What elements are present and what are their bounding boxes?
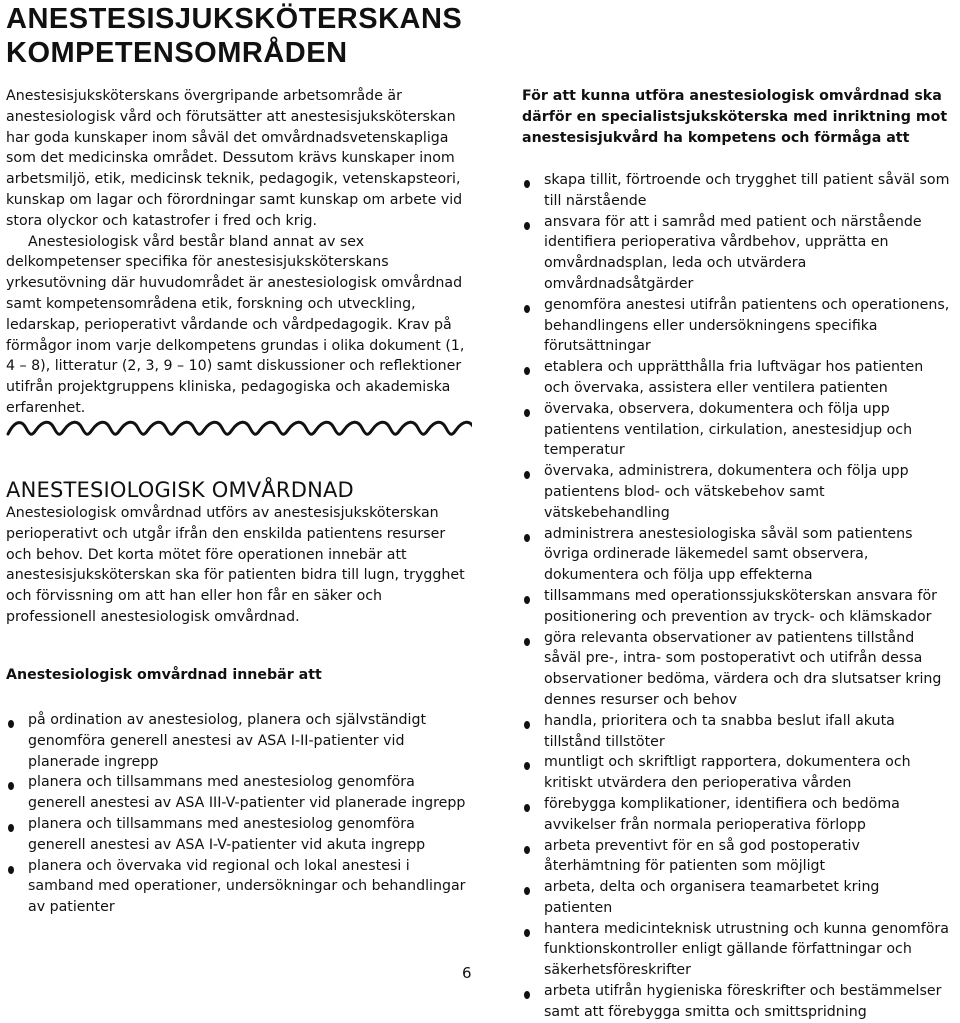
list-item: arbeta preventivt för en så god postoperativ återhämtning för patienten som möjligt (522, 836, 952, 878)
list-item: övervaka, observera, dokumentera och följa upp patientens ventilation, cirkulation, anestesidjup och temperatur (522, 399, 952, 461)
intro-paragraph-1: Anestesisjuksköterskans övergripande arbetsområde är anestesiologisk vård och förutsätter att anestesisjuksköterskan har goda kunskaper inom såväl det omvårdnadsvetenskapliga som det medicinska området. Dessutom krävs kunskaper inom arbetsmiljö, etik, medicinsk teknik, pedagogik, vetenskapsteori, kunskap om lagar och förordningar samt kunskap om arbete vid stora olyckor och katastrofer i fred och krig. (6, 88, 463, 229)
list-item: etablera och upprätthålla fria luftvägar hos patienten och övervaka, assistera eller ventilera patienten (522, 357, 952, 399)
intro-paragraph-2: Anestesiologisk vård består bland annat av sex delkompetenser specifika för anestesisjuksköterskans yrkesutövning där huvudområdet är anestesiologisk omvårdnad samt kompetensområdena etik, forskning och utveckling, ledarskap, perioperativt vårdande och vårdpedagogik. Krav på förmågor inom varje delkompetens grundas i olika dokument (1, 4 – 8), litteratur (2, 3, 9 – 10) samt diskussioner och reflektioner utifrån projektgruppens kliniska, pedagogiska och akademiska erfarenhet. (6, 233, 465, 416)
list-item: göra relevanta observationer av patientens tillstånd såväl pre-, intra- som postoperativt och utifrån dessa observationer bedöma, värdera och dra slutsatser kring dennes resurser och behov (522, 628, 952, 711)
right-bullet-list (522, 170, 952, 1023)
list-item: skapa tillit, förtroende och trygghet till patient såväl som till närstående (522, 170, 952, 212)
list-item: planera och tillsammans med anestesiolog genomföra generell anestesi av ASA III-V-patienter vid planerade ingrepp (6, 772, 472, 814)
page-number: 6 (462, 964, 472, 982)
page-title-line-2: KOMPETENSOMRÅDEN (6, 37, 348, 69)
list-item: planera och övervaka vid regional och lokal anestesi i samband med operationer, undersökningar och behandlingar av patienter (6, 856, 472, 918)
right-list-heading: För att kunna utföra anestesiologisk omvårdnad ska därför en specialistsjuksköterska med inriktning mot anestesisjukvård ha kompetens och förmåga att (522, 88, 948, 146)
list-item: tillsammans med operationssjuksköterskan ansvara för positionering och prevention av tryck- och klämskador (522, 586, 952, 628)
list-item: övervaka, administrera, dokumentera och följa upp patientens blod- och vätskebehov samt vätskebehandling (522, 461, 952, 523)
list-item: arbeta utifrån hygieniska föreskrifter och bestämmelser samt att förebygga smitta och smittspridning (522, 981, 952, 1023)
section-title: ANESTESIOLOGISK OMVÅRDNAD (6, 478, 354, 502)
page-title (6, 2, 462, 70)
left-bullet-list (6, 710, 472, 918)
section-body: Anestesiologisk omvårdnad utförs av anestesisjuksköterskan perioperativt och utgår ifrån den enskilda patientens resurser och behov. Det korta mötet före operationen innebär att anestesisjuksköterskan ska för patienten bidra till lugn, trygghet och förvissning om att han eller hon får en säker och professionell anestesiologisk omvårdnad. (6, 505, 465, 625)
list-item: förebygga komplikationer, identifiera och bedöma avvikelser från normala perioperativa förlopp (522, 794, 952, 836)
list-item: genomföra anestesi utifrån patientens och operationens, behandlingens eller undersökningens specifika förutsättningar (522, 295, 952, 357)
list-item: planera och tillsammans med anestesiolog genomföra generell anestesi av ASA I-V-patienter vid akuta ingrepp (6, 814, 472, 856)
list-item: hantera medicinteknisk utrustning och kunna genomföra funktionskontroller enligt gällande författningar och säkerhetsföreskrifter (522, 919, 952, 981)
list-item: administrera anestesiologiska såväl som patientens övriga ordinerade läkemedel samt observera, dokumentera och följa upp effekterna (522, 524, 952, 586)
left-list-heading: Anestesiologisk omvårdnad innebär att (6, 667, 322, 683)
list-item: arbeta, delta och organisera teamarbetet kring patienten (522, 877, 952, 919)
intro-text (6, 86, 472, 419)
wave-divider (6, 418, 472, 440)
list-item: ansvara för att i samråd med patient och närstående identifiera perioperativa vårdbehov, upprätta en omvårdnadsplan, leda och utvärdera omvårdnadsåtgärder (522, 212, 952, 295)
list-item: handla, prioritera och ta snabba beslut ifall akuta tillstånd tillstöter (522, 711, 952, 753)
page-title-line-1: ANESTESISJUKSKÖTERSKANS (6, 3, 463, 35)
list-item: muntligt och skriftligt rapportera, dokumentera och kritiskt utvärdera den perioperativa vården (522, 752, 952, 794)
list-item: på ordination av anestesiolog, planera och självständigt genomföra generell anestesi av ASA I-II-patienter vid planerade ingrepp (6, 710, 472, 772)
